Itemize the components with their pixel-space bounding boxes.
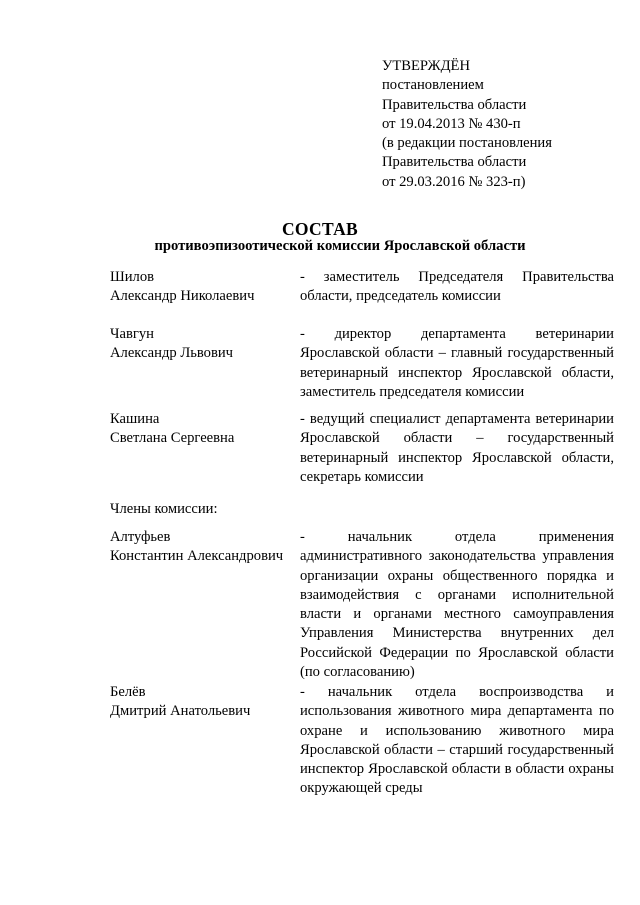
person-role: - заместитель Председателя Правительства области, председатель комиссии: [300, 269, 614, 305]
approval-line: от 29.03.2016 № 323-п): [382, 173, 526, 190]
person-role: - директор департамента ветеринарии Ярославской области – главный государственный ветеринарный инспектор Ярославской области, заместитель председателя комиссии: [300, 326, 614, 400]
approval-line: Правительства области: [382, 154, 527, 171]
person-role: - начальник отдела применения административного законодательства управления организации охраны общественного порядка и взаимодействия с органами исполнительной власти и органами местного самоуправления Управления Министерства внутренних дел Российской Федерации по Ярославской области (по согласованию): [300, 529, 614, 681]
person-name: [110, 325, 295, 364]
document-subtitle: противоэпизоотической комиссии Ярославской области: [154, 238, 526, 254]
person-given-name: Константин Александрович: [110, 548, 284, 565]
person-surname: Чавгун: [110, 326, 154, 342]
approval-line: (в редакции постановления: [382, 135, 552, 152]
person-surname: Алтуфьев: [110, 529, 171, 545]
person-role: - ведущий специалист департамента ветеринарии Ярославской области – государственный ветеринарный инспектор Ярославской области, секретарь комиссии: [300, 411, 614, 485]
person-given-name: Светлана Сергеевна: [110, 430, 235, 447]
approval-block: [382, 57, 622, 192]
person-name: [110, 268, 295, 307]
approval-line: Правительства области: [382, 96, 527, 113]
approval-line: УТВЕРЖДЁН: [382, 58, 470, 74]
person-role: - начальник отдела воспроизводства и использования животного мира департамента по охране и использованию животного мира Ярославской области – старший государственный инспектор Ярославской области в области охраны окружающей среды: [300, 684, 614, 797]
approval-line: от 19.04.2013 № 430-п: [382, 115, 521, 132]
person-given-name: Дмитрий Анатольевич: [110, 703, 251, 720]
person-given-name: Александр Николаевич: [110, 288, 255, 305]
person-name: [110, 410, 295, 449]
person-name: [110, 683, 295, 722]
person-surname: Белёв: [110, 684, 146, 700]
person-surname: Кашина: [110, 411, 160, 427]
document-title: СОСТАВ: [281, 219, 358, 239]
approval-line: постановлением: [382, 77, 484, 94]
person-surname: Шилов: [110, 269, 155, 285]
members-heading: Члены комиссии:: [110, 501, 218, 517]
person-name: [110, 528, 295, 567]
person-given-name: Александр Львович: [110, 345, 234, 362]
